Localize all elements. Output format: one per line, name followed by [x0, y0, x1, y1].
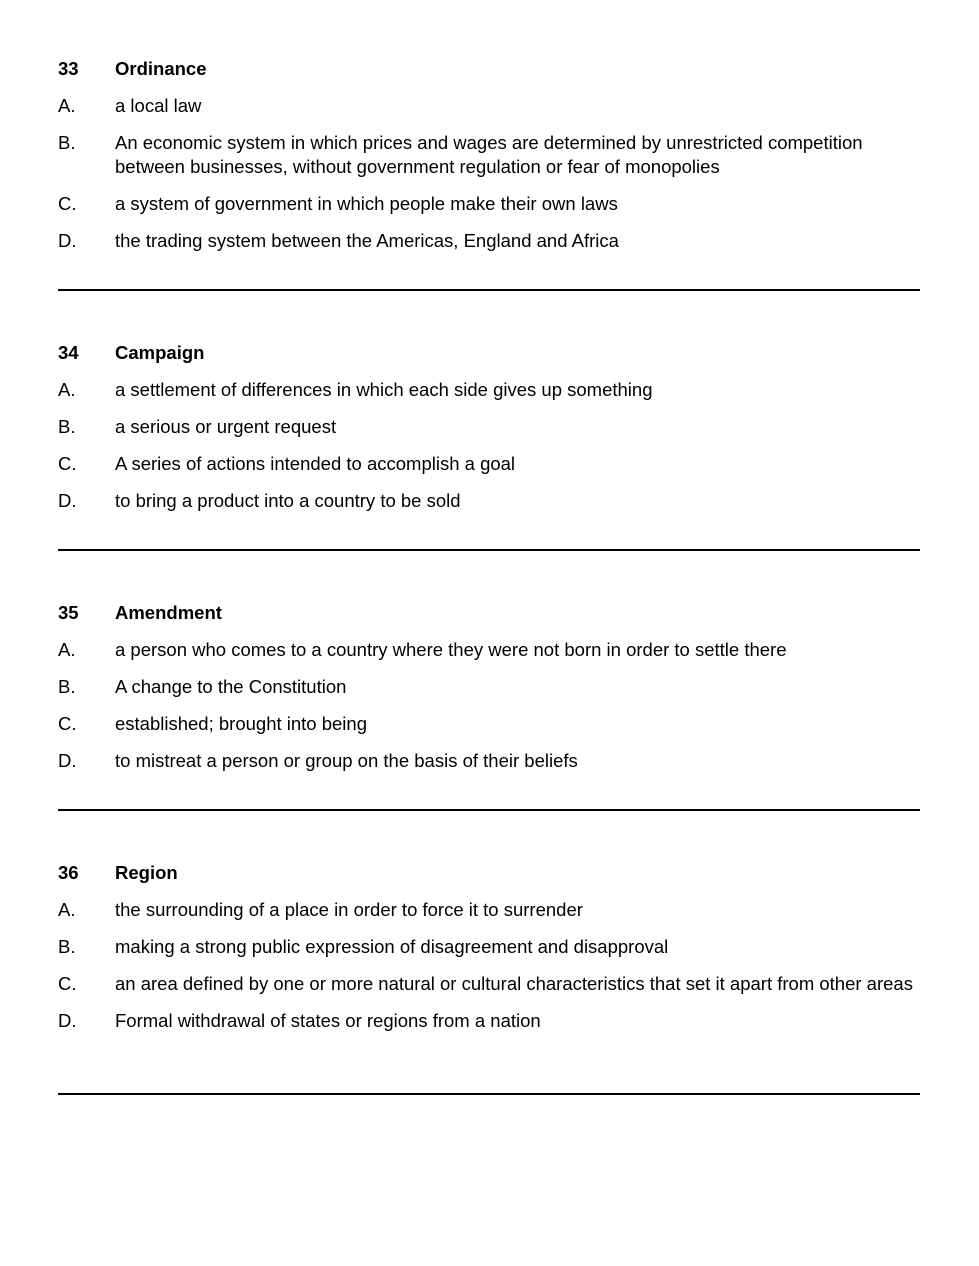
option-b — [58, 131, 920, 179]
option-text: the surrounding of a place in order to force it to surrender — [115, 899, 583, 920]
option-text: a system of government in which people make their own laws — [115, 193, 618, 214]
question-header — [58, 341, 920, 365]
option-text: a settlement of differences in which each side gives up something — [115, 379, 653, 400]
option-text: Formal withdrawal of states or regions from a nation — [115, 1010, 541, 1031]
option-letter: A. — [58, 379, 76, 400]
option-text: established; brought into being — [115, 713, 367, 734]
option-letter: C. — [58, 453, 77, 474]
question-34 — [58, 341, 920, 513]
option-b — [58, 675, 920, 699]
option-text: An economic system in which prices and wages are determined by unrestricted competition between businesses, without government regulation or fear of monopolies — [115, 132, 863, 177]
divider — [58, 289, 920, 291]
option-text: to mistreat a person or group on the basis of their beliefs — [115, 750, 578, 771]
divider — [58, 1093, 920, 1095]
option-text: an area defined by one or more natural or cultural characteristics that set it apart from other areas — [115, 973, 913, 994]
option-a — [58, 898, 920, 922]
option-text: A change to the Constitution — [115, 676, 347, 697]
question-term: Region — [115, 862, 178, 883]
option-letter: B. — [58, 936, 76, 957]
option-letter: D. — [58, 750, 77, 771]
option-a — [58, 638, 920, 662]
question-number: 36 — [58, 862, 79, 883]
question-number: 35 — [58, 602, 79, 623]
option-letter: D. — [58, 490, 77, 511]
option-d — [58, 489, 920, 513]
option-d — [58, 1009, 920, 1033]
option-letter: C. — [58, 713, 77, 734]
option-a — [58, 378, 920, 402]
option-text: the trading system between the Americas, England and Africa — [115, 230, 619, 251]
question-number: 33 — [58, 58, 79, 79]
option-c — [58, 972, 920, 996]
option-c — [58, 712, 920, 736]
question-35 — [58, 601, 920, 773]
option-b — [58, 935, 920, 959]
option-letter: C. — [58, 193, 77, 214]
option-letter: B. — [58, 676, 76, 697]
option-a — [58, 94, 920, 118]
option-letter: B. — [58, 132, 76, 153]
option-text: making a strong public expression of disagreement and disapproval — [115, 936, 669, 957]
question-term: Amendment — [115, 602, 222, 623]
option-letter: B. — [58, 416, 76, 437]
question-number: 34 — [58, 342, 79, 363]
question-33 — [58, 57, 920, 253]
option-d — [58, 229, 920, 253]
option-text: a serious or urgent request — [115, 416, 337, 437]
option-text: a local law — [115, 95, 202, 116]
option-letter: D. — [58, 230, 77, 251]
question-header — [58, 601, 920, 625]
divider — [58, 809, 920, 811]
option-c — [58, 452, 920, 476]
option-letter: A. — [58, 639, 76, 660]
option-text: to bring a product into a country to be sold — [115, 490, 461, 511]
question-term: Campaign — [115, 342, 205, 363]
question-header — [58, 57, 920, 81]
question-36 — [58, 861, 920, 1033]
option-c — [58, 192, 920, 216]
option-b — [58, 415, 920, 439]
option-letter: C. — [58, 973, 77, 994]
option-letter: A. — [58, 95, 76, 116]
divider — [58, 549, 920, 551]
option-letter: D. — [58, 1010, 77, 1031]
option-text: A series of actions intended to accomplish a goal — [115, 453, 516, 474]
question-term: Ordinance — [115, 58, 207, 79]
option-letter: A. — [58, 899, 76, 920]
option-d — [58, 749, 920, 773]
question-header — [58, 861, 920, 885]
option-text: a person who comes to a country where they were not born in order to settle there — [115, 639, 787, 660]
